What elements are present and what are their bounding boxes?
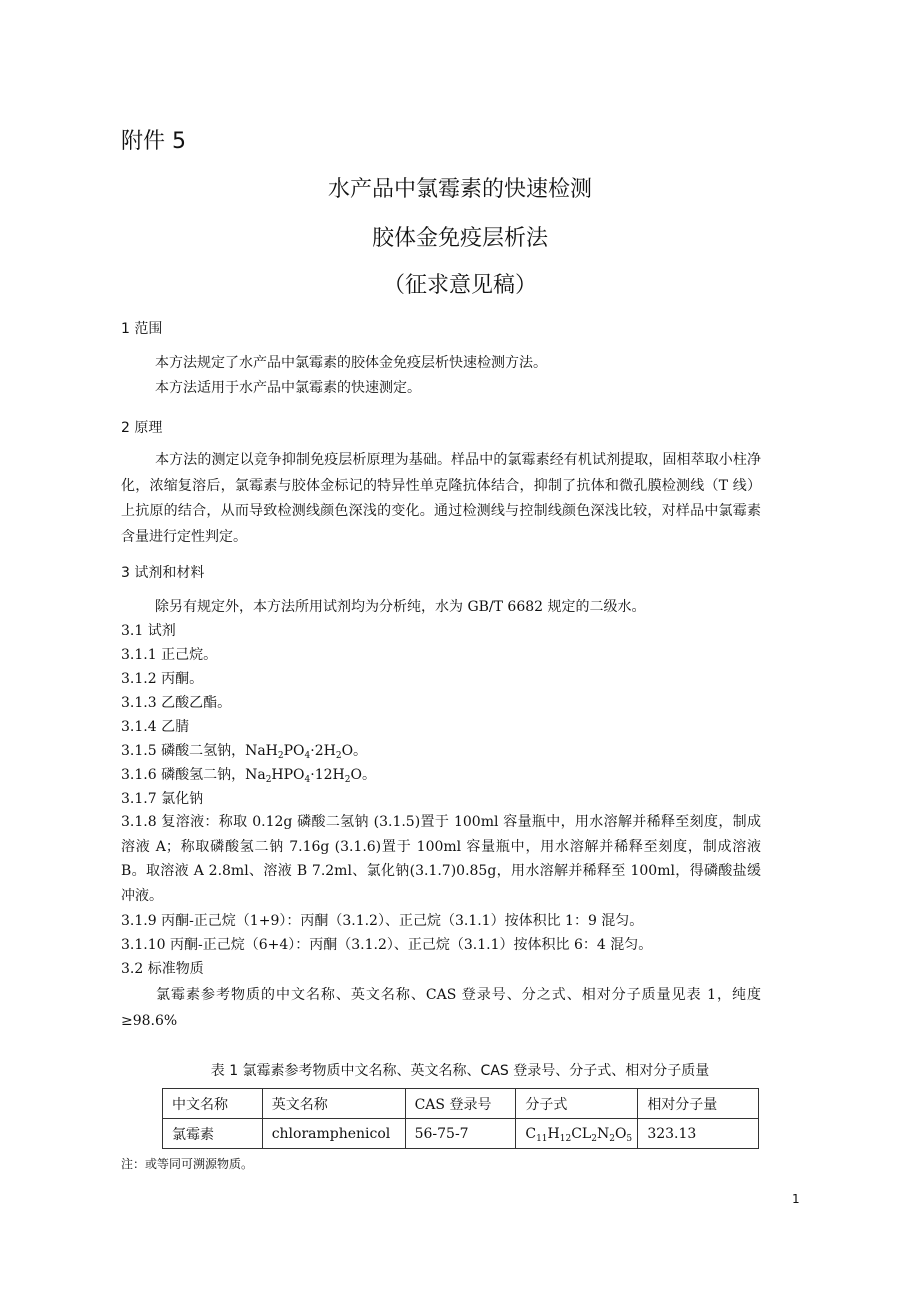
- item-3-1-6: [121, 762, 376, 788]
- table-cell: 56-75-7: [405, 1119, 516, 1149]
- table-note: 注：或等同可溯源物质。: [121, 1157, 254, 1171]
- item-3-1-6-label: 3.1.6 磷酸氢二钠，: [121, 767, 246, 783]
- reference-table: [162, 1088, 759, 1149]
- principle-paragraph: [121, 448, 761, 550]
- document-subtitle: 胶体金免疫层析法: [371, 226, 548, 251]
- table-caption: 表 1 氯霉素参考物质中文名称、英文名称、CAS 登录号、分子式、相对分子质量: [210, 1063, 710, 1079]
- draft-label: （征求意见稿）: [382, 273, 537, 298]
- item-3-1-7: 3.1.7 氯化钠: [121, 791, 204, 807]
- standard-paragraph: [121, 982, 761, 1034]
- section-heading-reagents: 3 试剂和材料: [121, 565, 205, 581]
- principle-text: 本方法的测定以竞争抑制免疫层析原理为基础。样品中的氯霉素经有机试剂提取，固相萃取小柱净化，浓缩复溶后，氯霉素与胶体金标记的特异性单克隆抗体结合，抑制了抗体和微孔膜检测线（T 线）上抗原的结合，从而导致检测线颜色深浅的变化。通过检测线与控制线颜色深浅比较，对样品中氯霉素含量进行定性判定。: [121, 452, 761, 545]
- scope-paragraph-1: 本方法规定了水产品中氯霉素的胶体金免疫层析快速检测方法。: [155, 355, 547, 371]
- table-row: [163, 1119, 759, 1149]
- page-number: 1: [792, 1192, 800, 1206]
- scope-paragraph-2: 本方法适用于水产品中氯霉素的快速测定。: [155, 380, 421, 396]
- document-title: 水产品中氯霉素的快速检测: [327, 177, 592, 202]
- attachment-label: 附件 5: [121, 129, 186, 154]
- item-3-1-6-formula: $Na_2HPO_4\cdot 12H_2O$。: [245, 767, 376, 785]
- item-3-1-1: 3.1.1 正己烷。: [121, 647, 218, 663]
- item-3-1-8: 3.1.8 复溶液：称取 0.12g 磷酸二氢钠 (3.1.5)置于 100ml 容量瓶中，用水溶解并稀释至刻度，制成溶液 A；称取磷酸氢二钠 7.16g (3.1.6)置于 100ml 容量瓶中，用水溶解并稀释至刻度，制成溶液 B。取溶液 A 2.8ml、溶液 B 7.2ml、氯化钠(3.1.7)0.85g，用水溶解并稀释至 100ml，得磷酸盐缓冲液。: [121, 814, 761, 904]
- section-heading-scope: 1 范围: [121, 321, 163, 337]
- item-3-1-5-formula: $NaH_2PO_4\cdot 2H_2O$。: [245, 743, 368, 761]
- item-3-1-2: 3.1.2 丙酮。: [121, 671, 204, 687]
- reagents-intro: 除另有规定外，本方法所用试剂均为分析纯，水为 GB/T 6682 规定的二级水。: [155, 599, 646, 615]
- standard-text: 氯霉素参考物质的中文名称、英文名称、CAS 登录号、分之式、相对分子质量见表 1，纯度≥98.6%: [121, 987, 761, 1029]
- subsection-heading-standard: 3.2 标准物质: [121, 961, 204, 977]
- item-3-1-10: 3.1.10 丙酮-正己烷（6+4）：丙酮（3.1.2）、正己烷（3.1.1）按体积比 6：4 混匀。: [121, 937, 653, 953]
- table-header: 中文名称: [163, 1089, 263, 1119]
- item-3-1-5: [121, 738, 367, 764]
- section-heading-principle: 2 原理: [121, 420, 163, 436]
- item-3-1-3: 3.1.3 乙酸乙酯。: [121, 695, 232, 711]
- table-header: CAS 登录号: [405, 1089, 516, 1119]
- table-header: 相对分子量: [638, 1089, 759, 1119]
- table-cell: chloramphenicol: [262, 1119, 405, 1149]
- table-cell: 323.13: [638, 1119, 759, 1149]
- table-header: 分子式: [516, 1089, 638, 1119]
- table-header: 英文名称: [262, 1089, 405, 1119]
- item-3-1-9: 3.1.9 丙酮-正己烷（1+9）：丙酮（3.1.2）、正己烷（3.1.1）按体积比 1：9 混匀。: [121, 913, 644, 929]
- subsection-heading-reagents: 3.1 试剂: [121, 623, 176, 639]
- item-3-1-4: 3.1.4 乙腈: [121, 719, 190, 735]
- item-3-1-5-label: 3.1.5 磷酸二氢钠，: [121, 743, 246, 759]
- table-cell: 氯霉素: [163, 1119, 263, 1149]
- table-cell-formula: $C_{11}H_{12}CL_2N_2O_5$: [516, 1119, 638, 1149]
- table-header-row: [163, 1089, 759, 1119]
